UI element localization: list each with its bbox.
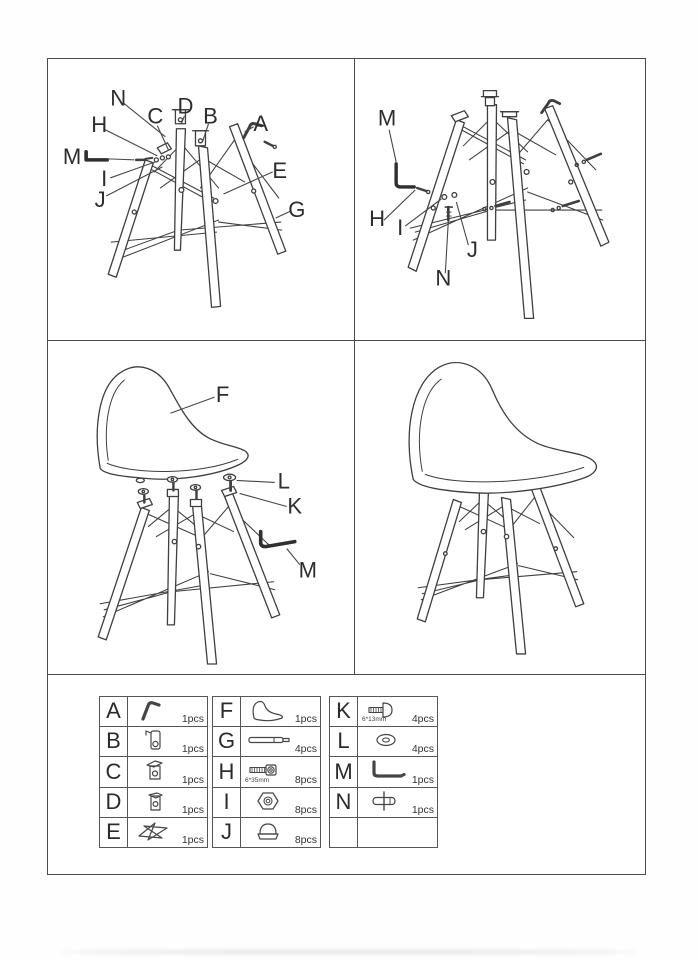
part-label-i: I [101,165,108,191]
diagram-frame [47,58,646,875]
part-letter [330,818,358,847]
part-quantity: 1pcs [411,773,434,786]
part-quantity: 1pcs [181,743,204,756]
part-quantity: 8pcs [294,834,317,847]
bracket-c-part [154,143,171,162]
part-label-m: M [62,143,82,169]
parts-row-i [213,788,320,818]
scan-artifact [60,950,638,954]
part-quantity: 1pcs [181,834,204,847]
part-quantity: 1pcs [411,803,434,816]
part-icon-cell [358,727,437,756]
part-letter: M [330,757,358,786]
part-letter: L [330,727,358,756]
rod-icon [244,728,296,752]
part-label-i: I [397,215,404,241]
washer-icon [361,728,413,752]
parts-table-f-j [212,696,321,848]
parts-row-m [330,757,437,787]
bracket-b-part [192,131,208,146]
part-label-c: C [147,103,164,129]
part-letter: H [213,757,241,786]
flat-bracket-icon [131,728,183,752]
part-label-b: B [203,103,218,129]
part-label-m: M [377,105,397,131]
parts-row-c [100,757,207,787]
part-icon-cell [358,697,437,726]
allen-key-part [396,164,430,194]
panel-seat-mounting [48,341,355,674]
part-label-e: E [272,157,288,183]
base-exploded-diagram-2 [355,59,645,340]
parts-row-e [100,818,207,847]
part-icon-cell [358,757,437,786]
part-letter: D [100,788,128,817]
part-letter: C [100,757,128,786]
chair-drawing [97,367,295,664]
part-icon-cell [241,727,320,756]
seat-shell-icon [244,698,296,722]
parts-row-f [213,697,320,727]
part-size-label: 6*35mm [245,776,270,784]
part-quantity: 4pcs [411,743,434,756]
part-icon-cell [358,788,437,817]
part-icon-cell [241,697,320,726]
parts-row-g [213,727,320,757]
part-quantity: 8pcs [294,803,317,816]
part-letter: E [100,818,128,847]
part-quantity: 8pcs [294,773,317,786]
panel-base-exploded-2 [355,59,645,340]
parts-row-empty [330,818,437,847]
part-label-n: N [110,85,127,111]
part-icon-cell [128,788,207,817]
parts-row-h [213,757,320,787]
part-quantity: 4pcs [294,743,317,756]
part-label-j: J [466,237,478,263]
parts-row-n [330,788,437,818]
parts-table-k-n [329,696,438,848]
part-quantity: 4pcs [411,713,434,726]
part-label-g: G [288,197,306,223]
part-label-l: L [277,468,290,494]
part-letter: J [213,818,241,847]
part-icon-cell [128,757,207,786]
part-letter: G [213,727,241,756]
part-label-k: K [287,493,303,519]
part-letter: A [100,697,128,726]
panel-assembled-chair [355,341,645,674]
part-icon-cell [128,818,207,847]
part-label-n: N [435,265,452,291]
part-label-d: D [177,93,194,119]
parts-row-b [100,727,207,757]
top-row [48,59,645,340]
part-label-m: M [298,557,318,583]
seat-shell-part [409,363,596,494]
part-icon-cell [358,818,437,847]
part-letter: K [330,697,358,726]
part-icon-cell [241,788,320,817]
allen-key-part [261,532,295,547]
part-label-h: H [91,111,108,137]
part-letter: F [213,697,241,726]
hex-nut-icon [244,789,296,813]
seat-mounting-diagram [48,341,354,674]
part-icon-cell [128,727,207,756]
allen-key-part [86,152,152,160]
part-quantity: 1pcs [294,713,317,726]
parts-row-j [213,818,320,847]
bent-bracket-icon [131,698,183,722]
mount-bracket-c-icon [131,758,183,782]
middle-row [48,340,645,674]
chair-drawing [409,363,596,654]
chair-base-drawing [86,110,286,308]
parts-table-a-e [99,696,208,848]
base-exploded-diagram-1 [48,59,354,340]
wire-brace-icon [131,819,183,843]
part-label-f: F [215,382,230,408]
barrel-bolt-icon [361,789,413,813]
allen-key-icon [361,758,413,782]
part-label-h: H [369,206,386,232]
part-quantity: 1pcs [181,773,204,786]
parts-row-l [330,727,437,757]
parts-row-d [100,788,207,818]
part-quantity: 1pcs [181,803,204,816]
parts-row-k [330,697,437,727]
mount-bracket-d-icon [131,789,183,813]
part-label-j: J [94,187,106,213]
part-letter: B [100,727,128,756]
parts-list-panel [48,674,645,871]
part-letter: I [213,788,241,817]
part-size-label: 6*13mm [362,716,387,724]
part-quantity: 1pcs [181,713,204,726]
part-letter: N [330,788,358,817]
part-icon-cell [128,697,207,726]
assembled-chair-diagram [355,341,645,674]
part-icon-cell [241,818,320,847]
chair-base-drawing [396,91,609,319]
part-label-a: A [253,110,269,136]
panel-base-exploded-1 [48,59,355,340]
parts-row-a [100,697,207,727]
part-icon-cell [241,757,320,786]
cap-nut-icon [244,819,296,843]
